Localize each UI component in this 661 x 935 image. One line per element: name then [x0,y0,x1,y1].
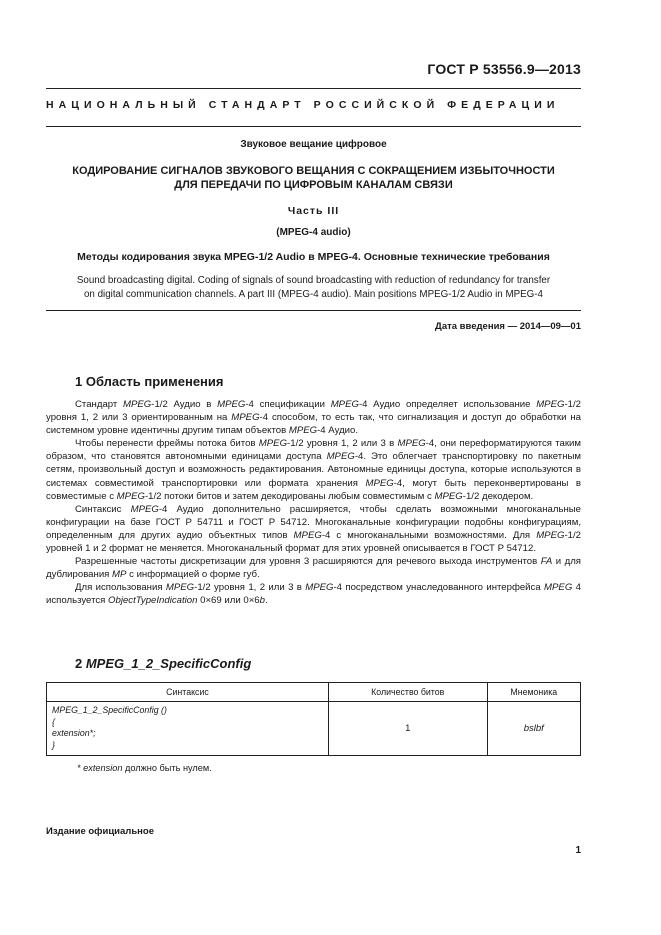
english-title [46,274,581,301]
syntax-line: extension*; [52,728,96,738]
syntax-line: } [52,739,55,750]
table-header-row [47,683,581,702]
header-mnemonic: Мнемоника [487,683,580,702]
publication-label: Издание официальное [46,826,154,837]
bit-count-cell: 1 [328,702,487,756]
section-2-heading: 2 MPEG_1_2_SpecificConfig [75,656,252,671]
paragraph-2: Чтобы перенести фреймы потока битов MPEG-1/2 уровня 1, 2 или 3 в MPEG-4, они переформатируются таким образом, что становятся автономными единицами доступа MPEG-4. Это облегчает транспортировку по пакетным сетям, произвольный доступ и возможность редактирования. Автономные единицы доступа, которые используются в системах совместимой транспортировки или формата хранения MPEG-4, могут быть переконвертированы в совместимые с MPEG-1/2 потоки битов и затем декодированы любым совместимым с MPEG-1/2 декодером. [46,438,581,502]
section-1-body [46,398,581,608]
syntax-table [46,682,581,756]
english-title-line-2: on digital communication channels. A part III (MPEG-4 audio). Main positions MPEG-1/2 Audio in MPEG-4 [83,288,544,300]
introduction-date: Дата введения — 2014—09—01 [435,321,581,332]
syntax-line: { [52,716,55,727]
section-1-heading: 1 Область применения [75,374,224,389]
top-divider [46,88,581,89]
national-standard-title: НАЦИОНАЛЬНЫЙ СТАНДАРТ РОССИЙСКОЙ ФЕДЕРАЦИИ [46,99,560,111]
header-divider [46,126,581,127]
paragraph-5: Для использования MPEG-1/2 уровня 1, 2 или 3 в MPEG-4 посредством унаследованного интерфейса MPEG 4 используется ObjectTypeIndication 0×69 или 0×6b. [46,582,581,607]
paragraph-3: Синтаксис MPEG-4 Аудио дополнительно расширяется, чтобы сделать возможными многоканальные конфигурации на базе ГОСТ Р 54711 и ГОСТ Р 54712. Многоканальные конфигурации подобны конфигурациям, определенным для других аудио объектных типов MPEG-4 с многоканальными возможностями. Для MPEG-1/2 уровней 1 и 2 формат не меняется. Многоканальный формат для этих уровней описывается в ГОСТ Р 54712. [46,503,581,555]
table-row [47,702,581,756]
title-divider [46,310,581,311]
part-label: Часть III [287,205,340,217]
syntax-cell [47,702,329,756]
paragraph-1: Стандарт MPEG-1/2 Аудио в MPEG-4 спецификации MPEG-4 Аудио определяет использование MPEG-1/2 уровня 1, 2 или 3 ориентированным на MPEG-4 способом, то есть так, что сигнализация и доступ до обработки на системном уровне идентичны другим типам объектов MPEG-4 Аудио. [46,399,581,437]
syntax-line: MPEG_1_2_SpecificConfig () [52,705,167,715]
methods-title: Методы кодирования звука MPEG-1/2 Audio в MPEG-4. Основные технические требования [77,251,550,263]
table-footnote: * extension должно быть нулем. [77,763,212,773]
mnemonic-cell: bslbf [487,702,580,756]
english-title-line-1: Sound broadcasting digital. Coding of signals of sound broadcasting with reduction of redundancy for transfer [76,275,551,286]
part-subtitle: (MPEG-4 audio) [276,227,351,238]
main-title-line-2: ДЛЯ ПЕРЕДАЧИ ПО ЦИФРОВЫМ КАНАЛАМ СВЯЗИ [174,179,453,191]
page-number: 1 [575,845,581,856]
header-bit-count: Количество битов [328,683,487,702]
main-title-line-1: КОДИРОВАНИЕ СИГНАЛОВ ЗВУКОВОГО ВЕЩАНИЯ С СОКРАЩЕНИЕМ ИЗБЫТОЧНОСТИ [72,165,555,177]
document-subtitle: Звуковое вещание цифровое [240,139,387,150]
document-main-title [46,164,581,192]
standard-number: ГОСТ Р 53556.9—2013 [427,61,581,77]
header-syntax: Синтаксис [47,683,329,702]
paragraph-4: Разрешенные частоты дискретизации для уровня 3 расширяются для речевого выхода инструментов FA и для дублирования MP с информацией о форме губ. [46,556,581,581]
